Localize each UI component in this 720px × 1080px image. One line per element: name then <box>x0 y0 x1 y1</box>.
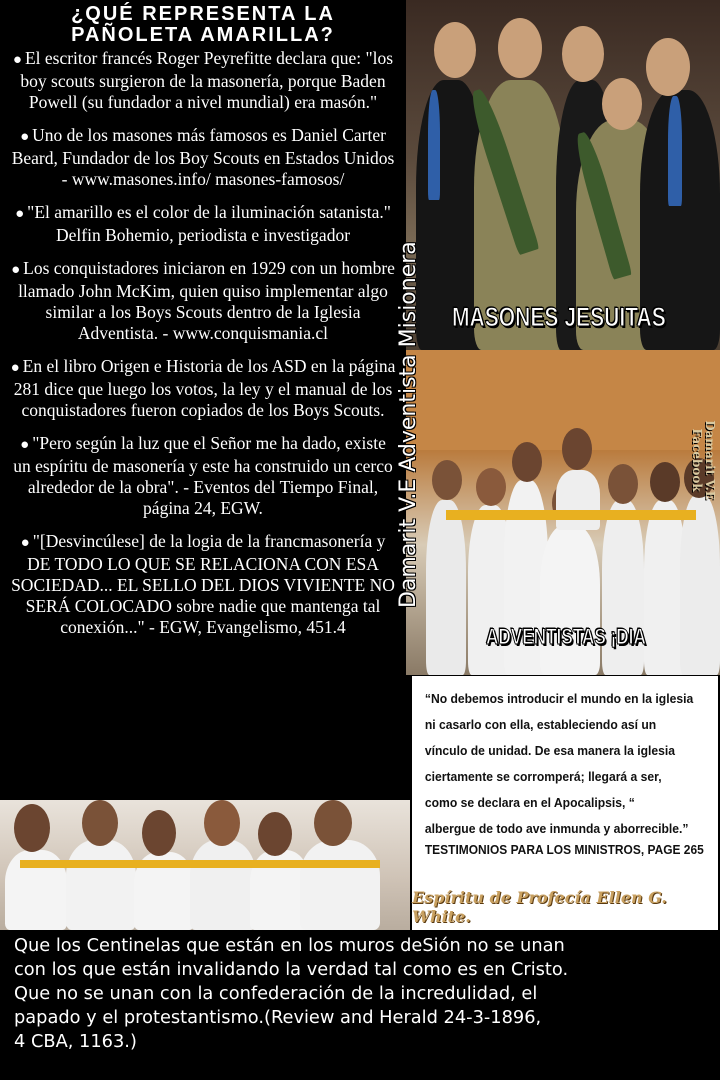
masons-photo <box>406 0 720 350</box>
bullet-icon: ● <box>20 535 30 551</box>
bullet-item <box>0 125 406 190</box>
quote-line: albergue de todo ave inmunda y aborrecible.” <box>424 821 689 836</box>
yellow-scarves <box>20 860 380 868</box>
caption-line: Que los Centinelas que están en los muros deSión no se unan <box>14 935 565 956</box>
bullet-icon: ● <box>20 437 30 453</box>
person-head <box>608 464 638 504</box>
bullet-icon: ● <box>20 129 30 145</box>
masons-label: MASONES JESUITAS <box>452 302 666 332</box>
bullet-text: El escritor francés Roger Peyrefitte declara que: "los boy scouts surgieron de la masonería, porque Baden Powell (su fundador a nivel mundial) era masón." <box>20 48 394 112</box>
person-head <box>602 78 642 130</box>
page-title <box>0 4 406 46</box>
quote-source: TESTIMONIOS PARA LOS MINISTROS, PAGE 265 <box>424 842 704 857</box>
person-head <box>562 26 604 82</box>
title-line-2: PAÑOLETA AMARILLA? <box>71 24 335 46</box>
person-head <box>204 800 240 846</box>
person-head <box>14 804 50 852</box>
bullet-item <box>0 531 406 638</box>
person-head <box>432 460 462 500</box>
pathfinders-photo <box>406 350 720 675</box>
adventists-label: ADVENTISTAS ¡DIA <box>486 624 646 649</box>
bullet-item <box>0 433 406 519</box>
person-head <box>498 18 542 78</box>
person-head <box>142 810 176 856</box>
bullet-icon: ● <box>10 360 20 376</box>
quote-line: ni casarlo con ella, estableciendo así un <box>424 717 657 732</box>
person-head <box>82 800 118 846</box>
caption <box>0 930 720 1080</box>
bullet-text: Los conquistadores iniciaron en 1929 con un hombre llamado John McKim, quien quiso implementar algo similar a los Boys Scouts dentro de la Iglesia Adventista. - www.conquismania.cl <box>18 258 395 343</box>
person-figure <box>300 840 380 930</box>
bullet-item <box>0 48 406 113</box>
bullet-icon: ● <box>15 206 25 222</box>
mason-sash <box>428 90 440 200</box>
person-head <box>562 428 592 470</box>
person-figure <box>540 525 600 675</box>
wooden-cabinet <box>406 350 720 450</box>
bullet-text: "[Desvincúlese] de la logia de la francmasonería y DE TODO LO QUE SE RELACIONA CON ESA SOCIEDAD... EL SELLO DEL DIOS VIVIENTE NO SERÁ COLOCADO sobre nadie que mantenga tal conexión..." - EGW, Evangelismo, 451.4 <box>11 531 395 637</box>
bullet-text: "El amarillo es el color de la iluminación satanista." Delfin Bohemio, periodista e investigador <box>27 202 391 245</box>
person-figure <box>426 500 466 675</box>
bullet-text: "Pero según la luz que el Señor me ha dado, existe un espíritu de masonería y este ha construido un cerco alrededor de la obra". - Eventos del Tiempo Final, página 24, EGW. <box>13 433 393 518</box>
quote-panel <box>412 676 718 930</box>
quote-line: vínculo de unidad. De esa manera la iglesia <box>424 743 676 758</box>
facebook-watermark <box>690 420 716 500</box>
bullet-text: Uno de los masones más famosos es Daniel Carter Beard, Fundador de los Boy Scouts en Estados Unidos - www.masones.info/ masones-famosos/ <box>11 125 395 189</box>
person-head <box>476 468 506 506</box>
person-figure <box>556 470 600 530</box>
person-head <box>646 38 690 96</box>
watermark-line-1: Damarit V.E <box>703 420 717 500</box>
quote-line: ciertamente se corromperá; llegará a ser, <box>424 769 662 784</box>
caption-line: 4 CBA, 1163.) <box>14 1031 137 1052</box>
person-head <box>314 800 352 846</box>
caption-line: Que no se unan con la confederación de la incredulidad, el <box>14 983 538 1004</box>
quote-text <box>412 676 720 842</box>
caption-line: con los que están invalidando la verdad tal como es en Cristo. <box>14 959 569 980</box>
bullet-text: En el libro Origen e Historia de los ASD en la página 281 dice que luego los votos, la ley y el manual de los conquistadores fueron copiados de los Boys Scouts. <box>13 356 396 420</box>
mason-sash <box>668 96 682 206</box>
text-panel <box>0 0 406 800</box>
youth-photo <box>0 800 410 930</box>
person-head <box>258 812 292 856</box>
bullet-icon: ● <box>12 52 22 68</box>
quote-line: como se declara en el Apocalipsis, “ <box>424 795 635 810</box>
title-line-1: ¿QUÉ REPRESENTA LA <box>71 3 335 25</box>
person-figure <box>66 840 136 930</box>
bullet-item <box>0 258 406 344</box>
person-figure <box>190 840 256 930</box>
person-head <box>434 22 476 78</box>
person-head <box>512 442 542 482</box>
bullet-item <box>0 356 406 421</box>
bullet-icon: ● <box>11 262 21 278</box>
person-head <box>650 462 680 502</box>
person-figure <box>680 495 720 675</box>
caption-line: papado y el protestantismo.(Review and Herald 24-3-1896, <box>14 1007 542 1028</box>
quote-line: “No debemos introducir el mundo en la iglesia <box>424 691 694 706</box>
bullet-item <box>0 202 406 246</box>
watermark-line-2: Facebook <box>690 428 704 492</box>
yellow-scarves <box>446 510 696 520</box>
vertical-watermark: Damarit V.E Adventista Misionera <box>396 241 421 608</box>
signature: Espíritu de Profecía Ellen G. White. <box>412 888 667 926</box>
